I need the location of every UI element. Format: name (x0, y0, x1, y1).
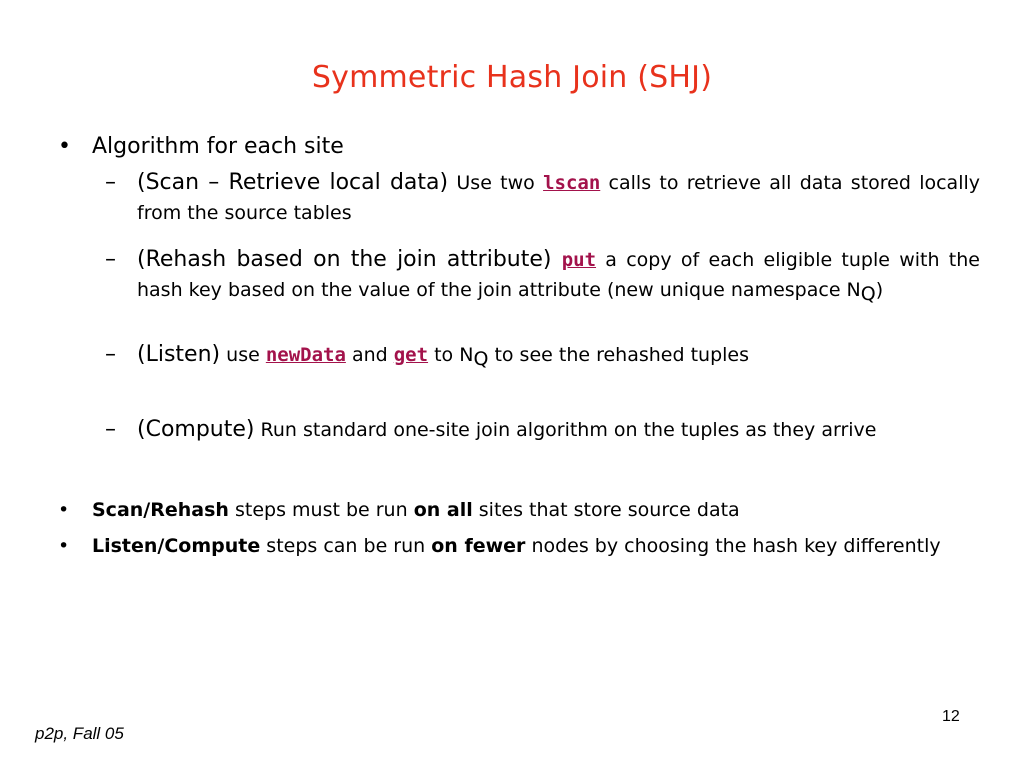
step-text: to see the rehashed tuples (488, 344, 750, 366)
step-text: use (220, 344, 266, 366)
footer-text: p2p, Fall 05 (35, 724, 124, 743)
sub-bullet-compute (55, 415, 980, 445)
bullet-icon: • (58, 535, 70, 557)
step-text: Run standard one-site join algorithm on the tuples as they arrive (254, 419, 877, 441)
bullet-icon: • (58, 499, 70, 521)
bullet-listen-compute (55, 531, 980, 561)
code-put: put (561, 249, 597, 271)
dash-icon: – (105, 342, 116, 367)
step-text: calls to retrieve all data stored locally from the source tables (137, 172, 980, 224)
step-lead: (Listen) (137, 342, 221, 367)
bullet-text: steps must be run (228, 499, 414, 521)
bullet-text: nodes by choosing the hash key differently (525, 535, 941, 557)
dash-icon: – (105, 417, 116, 442)
step-text: ) (875, 279, 884, 301)
bullet-list (55, 132, 980, 561)
sub-bullet-listen (55, 340, 980, 370)
slide-title: Symmetric Hash Join (SHJ) (311, 60, 713, 95)
code-lscan: lscan (543, 172, 601, 194)
bullet-text: sites that store source data (472, 499, 740, 521)
step-text: Use two (448, 172, 544, 194)
dash-icon: – (105, 247, 116, 272)
bullet-text: steps can be run (260, 535, 432, 557)
page-number: 12 (942, 708, 960, 725)
step-text: to N (428, 344, 474, 366)
step-text: and (345, 344, 394, 366)
bold-term: Listen/Compute (92, 535, 261, 557)
step-text: a copy of each eligible tuple with the hash key based on the value of the join attribute (new unique namespace N (137, 249, 980, 301)
subscript: Q (860, 283, 876, 305)
sub-bullet-rehash (55, 245, 980, 305)
step-lead: (Rehash based on the join attribute) (137, 247, 562, 272)
bullet-icon: • (58, 134, 71, 159)
subscript: Q (473, 348, 489, 370)
bullet-scan-rehash (55, 495, 980, 525)
bullet-text: Algorithm for each site (92, 134, 344, 159)
dash-icon: – (105, 170, 116, 195)
step-lead: (Scan – Retrieve local data) (137, 170, 449, 195)
sub-bullet-scan (55, 168, 980, 228)
bold-term: on all (413, 499, 473, 521)
bold-term: Scan/Rehash (92, 499, 229, 521)
step-lead: (Compute) (137, 417, 255, 442)
bold-term: on fewer (431, 535, 526, 557)
code-get: get (393, 344, 429, 366)
code-newdata: newData (265, 344, 346, 366)
bullet-algorithm (55, 132, 980, 162)
